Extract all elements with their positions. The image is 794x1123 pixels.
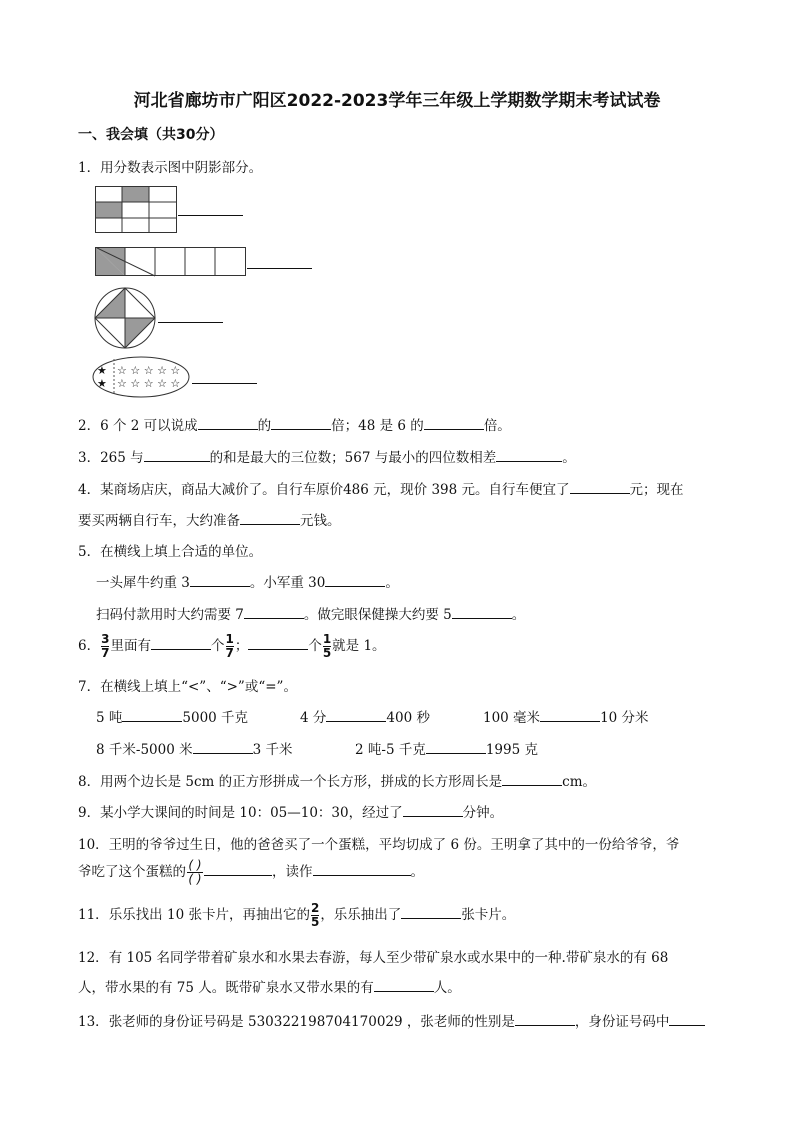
answer-blank[interactable] — [190, 573, 250, 587]
question-1 — [78, 156, 262, 176]
compare-item: 8 千米-5000 米 3 千米 — [96, 742, 293, 758]
answer-blank[interactable] — [240, 511, 300, 525]
question-5-line-a: 一头犀牛约重 3 。小军重 30 。 — [96, 575, 399, 591]
answer-line[interactable] — [247, 268, 312, 269]
question-5-line-b: 扫码付款用时大约需要 7 。做完眼保健操大约要 5 。 — [96, 607, 526, 623]
shaded-cell — [95, 202, 122, 218]
answer-blank[interactable] — [570, 480, 630, 494]
fraction-blank[interactable]: $\frac{( )}{( )}$ — [188, 858, 202, 886]
question-10-cont: 爷吃了这个蛋糕的 $\frac{( )}{( )}$ ，读作 。 — [78, 858, 424, 886]
shaded-cell — [122, 186, 149, 202]
question-4: 4．某商场店庆，商品大减价了。自行车原价486 元，现价 398 元。自行车便宜了 元；现在 — [78, 482, 684, 498]
question-7: 7．在横线上填上“<”、“>”或“=”。 — [78, 679, 297, 695]
circle-figure — [93, 286, 157, 350]
answer-blank[interactable] — [540, 708, 600, 722]
answer-blank[interactable] — [244, 605, 304, 619]
question-10: 10．王明的爷爷过生日，他的爸爸买了一个蛋糕，平均切成了 6 份。王明拿了其中的一份给爷爷，爷 — [78, 837, 680, 853]
question-8: 8．用两个边长是 5cm 的正方形拼成一个长方形，拼成的长方形周长是 cm。 — [78, 774, 597, 790]
answer-blank[interactable] — [313, 862, 411, 876]
compare-item: 100 毫米 10 分米 — [483, 710, 649, 726]
compare-item: 2 吨-5 千克 1995 克 — [355, 742, 538, 758]
question-12: 12．有 105 名同学带着矿泉水和水果去春游，每人至少带矿泉水或水果中的一种.带矿泉水的有 68 — [78, 950, 669, 966]
question-2: 2．6 个 2 可以说成 的 倍；48 是 6 的 倍。 — [78, 418, 511, 434]
section-heading: 一、我会填（共30分） — [78, 127, 224, 143]
question-12-cont: 人，带水果的有 75 人。既带矿泉水又带水果的有 人。 — [78, 980, 461, 996]
answer-blank[interactable] — [325, 573, 385, 587]
compare-item: 4 分 400 秒 — [300, 710, 430, 726]
star-group-empty: ☆ ☆ ☆ ☆ ☆ ☆ ☆ ☆ ☆ ☆ — [117, 364, 181, 390]
star-group-shaded: ★ ★ — [97, 364, 107, 390]
answer-blank[interactable] — [424, 416, 484, 430]
fraction: $\frac{1}{5}$ — [322, 632, 332, 660]
answer-blank[interactable] — [204, 862, 272, 876]
answer-blank[interactable] — [669, 1012, 705, 1026]
answer-line[interactable] — [178, 215, 243, 216]
question-text: 用分数表示图中阴影部分。 — [100, 160, 263, 176]
question-9: 9．某小学大课间的时间是 10：05—10：30，经过了 分钟。 — [78, 805, 504, 821]
answer-blank[interactable] — [502, 772, 562, 786]
question-11: 11．乐乐找出 10 张卡片，再抽出它的 $\frac{2}{5}$ ，乐乐抽出了 张卡片。 — [78, 901, 516, 929]
compare-item: 5 吨 5000 千克 — [96, 710, 249, 726]
answer-blank[interactable] — [151, 636, 211, 650]
question-3: 3．265 与 的和是最大的三位数；567 与最小的四位数相差 。 — [78, 450, 576, 466]
answer-blank[interactable] — [271, 416, 331, 430]
answer-blank[interactable] — [326, 708, 386, 722]
answer-blank[interactable] — [452, 605, 512, 619]
answer-blank[interactable] — [515, 1012, 575, 1026]
page-title: 河北省廊坊市广阳区2022-2023学年三年级上学期数学期末考试试卷 — [133, 91, 661, 111]
answer-blank[interactable] — [403, 803, 463, 817]
answer-blank[interactable] — [496, 448, 562, 462]
question-5: 5．在横线上填上合适的单位。 — [78, 544, 263, 560]
answer-blank[interactable] — [144, 448, 210, 462]
question-6: 6． $\frac{3}{7}$ 里面有 个 $\frac{1}{7}$ ； 个 $\frac{1}{5}$ 就是 1。 — [78, 632, 386, 660]
answer-blank[interactable] — [122, 708, 182, 722]
answer-blank[interactable] — [193, 740, 253, 754]
strip-figure — [95, 247, 247, 279]
question-4-cont: 要买两辆自行车，大约准备 元钱。 — [78, 513, 341, 529]
answer-blank[interactable] — [374, 978, 434, 992]
answer-blank[interactable] — [426, 740, 486, 754]
answer-blank[interactable] — [401, 905, 461, 919]
answer-blank[interactable] — [248, 636, 308, 650]
question-13: 13．张老师的身份证号码是 530322198704170029 ，张老师的性别是 ，身份证号码中 — [78, 1010, 705, 1030]
grid-figure — [95, 186, 179, 234]
fraction: $\frac{1}{7}$ — [225, 632, 234, 660]
fraction: $\frac{3}{7}$ — [101, 632, 110, 660]
question-number: 1． — [78, 160, 101, 176]
answer-blank[interactable] — [198, 416, 258, 430]
answer-line[interactable] — [158, 322, 223, 323]
answer-line[interactable] — [192, 383, 257, 384]
fraction: $\frac{2}{5}$ — [310, 901, 320, 929]
